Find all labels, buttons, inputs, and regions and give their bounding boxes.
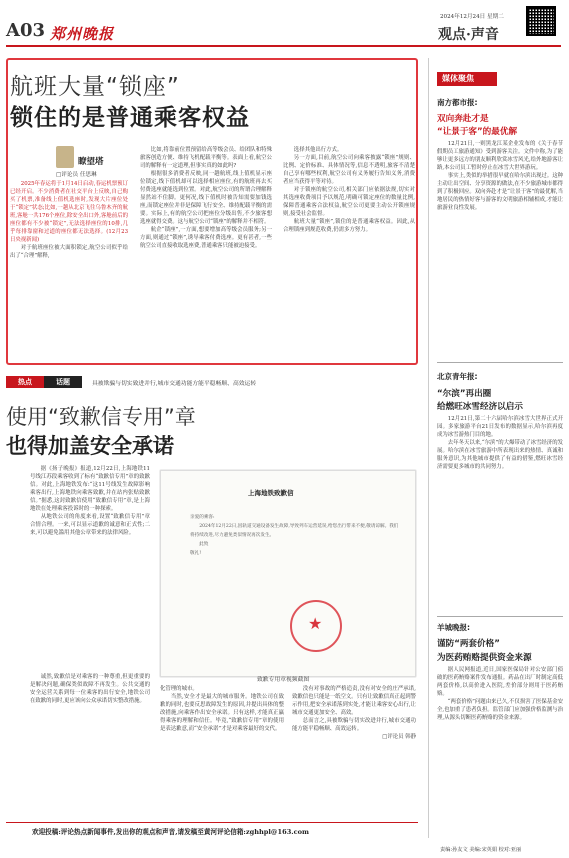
lead-paragraph: 对于航班座位被大面积锁定,航空公司似乎给出了“合理”解释,: [10, 245, 128, 259]
lead-paragraph: 根据很多消费者反映,同一趟航班,线上值机显示座位锁定,线下值机却可以选择相应座位,有的航班再去买付费选座就能选到位置。对此,航空公司的所谓合理解释显然站不住脚。更何况,线下值机时被告知需要加钱选座,而锁定座位并非是保障飞行安全、维持配载平衡的需要。实际上,有的航空公司把座位分级出售,不少旅客想选座就得交费。这与航空公司“锁座”的解释并不相符。: [140, 171, 272, 225]
media-headline-line-2: 为医药贿赂提供资金来源: [437, 653, 532, 663]
photo-caption: 致歉专用章视频截图: [257, 677, 310, 683]
newspaper-logo: 郑州晚报: [50, 25, 115, 43]
qr-code-icon: [526, 6, 556, 36]
topic-tag: 话题: [44, 376, 82, 388]
media-source: 北京青年报:: [437, 372, 478, 381]
lead-headline-line-1: 航班大量“锁座”: [10, 74, 180, 100]
masthead-divider: [6, 45, 561, 47]
story2-headline-line-2: 也得加盖安全承诺: [6, 434, 174, 458]
column-name: 瞭望塔: [78, 157, 104, 167]
story2-paragraph: 没有对事故的严格追责,没有对安全的庄严承诺,致歉信也只能是一纸空文。只有让致歉信真正起到警示作用,把安全承诺落到实处,才能让乘客安心出行,让城市交通更加安全、高效。: [292, 686, 416, 716]
story2-column-2: [160, 685, 284, 823]
lead-headline-line-2: 锁住的是普通乘客权益: [10, 105, 250, 131]
media-headline-line-2: 给燃旺冰雪经济以启示: [437, 402, 523, 412]
media-source: 南方都市报:: [437, 98, 478, 107]
story2-paragraph: 当然,安全才是最大的城市服务。地铁公司在致歉的同时,也要反思故障发生的原因,并提出具体的整改措施,向乘客作出安全承诺。只有这样,才能真正赢得乘客的理解和信任。毕竟,“致歉信专用”章的使用是表达歉意,而“安全承诺”才是对乘客最好的交代。: [160, 694, 284, 732]
seal-star-icon: ★: [308, 614, 323, 633]
media-body: [437, 415, 563, 610]
media-paragraph: 去年冬天以来,“尔滨”的大爆带动了冰雪经济的发展。哈尔滨在冰雪旅游中所表现出来的热情、真诚和服务意识,为其他城市提供了有益的借鉴,燃旺冰雪经济需要更多城市的共同努力。: [437, 440, 563, 470]
media-headline-line-1: “尔滨”再出圈: [437, 389, 492, 399]
media-paragraph: 12月21日,第二十六届哈尔滨冰雪大世界正式开园。多家旅游平台21日发布的数据显示,哈尔滨再度成为冰雪游热门目的地。: [437, 416, 563, 438]
issue-date: 2024年12月24日 星期二: [440, 14, 504, 20]
media-body: [437, 140, 563, 354]
story2-paragraph: 从地铁公司的角度来看,设置“致歉信专用”章合情合理。一来,可以显示道歉的诚意和正式性;二来,可以避免滥用其他公章带来的法律风险。: [30, 514, 150, 536]
apology-letter-line: 亲爱的乘客:: [190, 515, 215, 520]
media-paragraph: 事实上,类似的举措很早就在哈尔滨出现过。这种主动让出空间、分享资源的做法,在不少旅游城市都得到了积极回应。双向奔赴才是“让景于客”的最优解,当地居民的热情好客与游客的文明旅游相辅相成,才能让旅游业良性发展。: [437, 173, 563, 211]
section-title: 观点·声音: [438, 27, 499, 43]
lead-column-3: [283, 146, 415, 363]
media-paragraph: 12月21日,一则黑龙江某企业发布的《关于春节假期员工旅游通知》受到游客关注。文件中称,为了能够让更多远方的朋友顺利欣赏冰雪风光,给外地游客让路,本公司员工暂时停止在冰雪大世界游玩。: [437, 141, 563, 171]
story2-column-3: [292, 685, 416, 823]
story2-paragraph: 据《扬子晚报》报道,12月22日,上海地铁11号线江苏段乘客收到了标有“致歉信专用”章的致歉信。对此,上海地铁发布:“这11号线发生故障影响乘客出行,上海地铁向乘客致歉,并在站内张贴致歉信。”据悉,这封致歉信使用“致歉信专用”章,是上海地铁在处理乘客投诉时的一种探索。: [30, 466, 150, 512]
lead-paragraph: 比如,将靠前位置预留给高等级会员、给团队和特殊旅客创造方便、维持飞机配载平衡等。表面上看,航空公司的解释有一定道理,但事实真的如此吗?: [140, 147, 272, 169]
apology-letter-line: 2024年12月22日,因轨道交通设备发生故障,导致列车运营延误,给您出行带来不便,敬请谅解。我们将持续改进,尽力避免类似情况再次发生。: [190, 524, 399, 538]
apology-letter-line: 敬礼!: [190, 551, 202, 556]
page-number: A03: [6, 20, 46, 41]
story2-paragraph: 化管理的城市。: [160, 686, 198, 692]
apology-letter-title: 上海地铁致歉信: [248, 489, 294, 497]
media-source: 羊城晚报:: [437, 623, 470, 632]
media-focus-tag: 媒体聚焦: [437, 72, 497, 86]
story2-headline-line-1: 使用“致歉信专用”章: [6, 405, 196, 429]
story2-paragraph: 诚然,致歉信是对乘客的一种尊重,但更重要的是解决问题,确保类似故障不再发生。公共交通的安全运营关系到每一位乘客的出行安全,地铁公司在致歉的同时,更应该向公众承诺切实整改措施。: [30, 674, 150, 704]
lead-paragraph: 另一方面,目前,航空公司向乘客披露“锁座”规则、比例、定价标准、具体情况等,信息不透明,旅客不清楚自己享有哪些权利,航空公司有义务履行告知义务,消费者应当获得平等对待。: [283, 155, 415, 185]
column-divider: [428, 58, 429, 838]
lead-paragraph: 航企“锁座”,一方面,想要增加高等级会员服务;另一方面,则通过“锁座”,诱导乘客付费选座。更有甚者,一些航空公司直接收取选座费,普通乘客只能被迫接受。: [140, 227, 272, 249]
submission-notice: 欢迎投稿:评论热点新闻事件,发出你的观点和声音,请发稿至黄河评论信箱:zghhpl@163.com: [32, 828, 309, 836]
media-paragraph: 据人民网报道,近日,国家医保局针对公安部门侦破的医药贿赂案件发布通报。药品在出厂时制定高低两套价格,以高价进入医院,差价部分则用于医药贿赂。: [437, 667, 563, 697]
story2-column-1-continued: [30, 673, 150, 821]
story2-byline: □评论员 韩静: [382, 734, 416, 740]
apology-letter-line: 此致: [199, 542, 209, 547]
editorial-credits: 责编:孙友文 美编:宋英娟 校对:亚丽: [440, 847, 522, 853]
footer-divider: [6, 822, 418, 823]
media-divider: [437, 616, 563, 617]
lead-paragraph: 选择其他出行方式。: [293, 147, 343, 153]
columnist-avatar: [56, 146, 74, 168]
apology-letter-photo: [160, 470, 416, 677]
media-headline-line-1: 谨防“两套价格”: [437, 639, 500, 649]
media-headline-line-2: “让景于客”的最优解: [437, 127, 518, 137]
lead-column-1: [10, 180, 128, 363]
media-divider: [437, 362, 563, 363]
story2-paragraph: 总而言之,具被欺骗与切实改进并行,城市交通功能方能平稳畅顺、高效运转。: [292, 718, 416, 732]
hot-topic-tag: 热点: [6, 376, 44, 388]
lead-paragraph: 对于锁座的航空公司,相关部门应依据法规,切实对其选座收费项目予以规范,明确可锁定座位的数量比例,保障普通乘客合法权益,航空公司更要主动公开锁座规则,接受社会监督。: [283, 187, 415, 217]
lead-paragraph: 航班大量“锁座”,锁住的是普通乘客权益。因此,从合理锁座到规范收费,仍需多方努力。: [283, 219, 415, 233]
media-headline-line-1: 双向奔赴才是: [437, 114, 489, 124]
lead-byline: □评论员 任思琳: [56, 172, 97, 178]
lead-paragraph: 2025年春运将于1月14日启动,春运机票预订已经开启。不少消费者在社交平台上反映,自己购买了机票,准备线上值机选座时,发现大片座位处于“锁定”状态;比如,一趟从北京飞往乌鲁木齐的航班,客舱一共176个座位,除安全出口外,客舱前后的座位都有不少被“锁定”,无法选择座位的10排,几乎每排靠窗和过道的座位都无法选择。(12月23日央视新闻): [10, 181, 128, 243]
media-body: [437, 666, 563, 838]
hot-topic-text: 具被欺骗与切实致进并行,城市交通功能方能平稳畅顺、高效运转: [92, 381, 257, 387]
apology-letter-body: [190, 513, 400, 558]
story2-column-1: [30, 465, 150, 673]
lead-column-2: [140, 146, 272, 363]
media-paragraph: “两套价格”问题由来已久,不仅损害了医保基金安全,也加重了患者负担。监管部门应加强价格监测与治理,从源头切断医药贿赂的资金来源。: [437, 699, 563, 721]
